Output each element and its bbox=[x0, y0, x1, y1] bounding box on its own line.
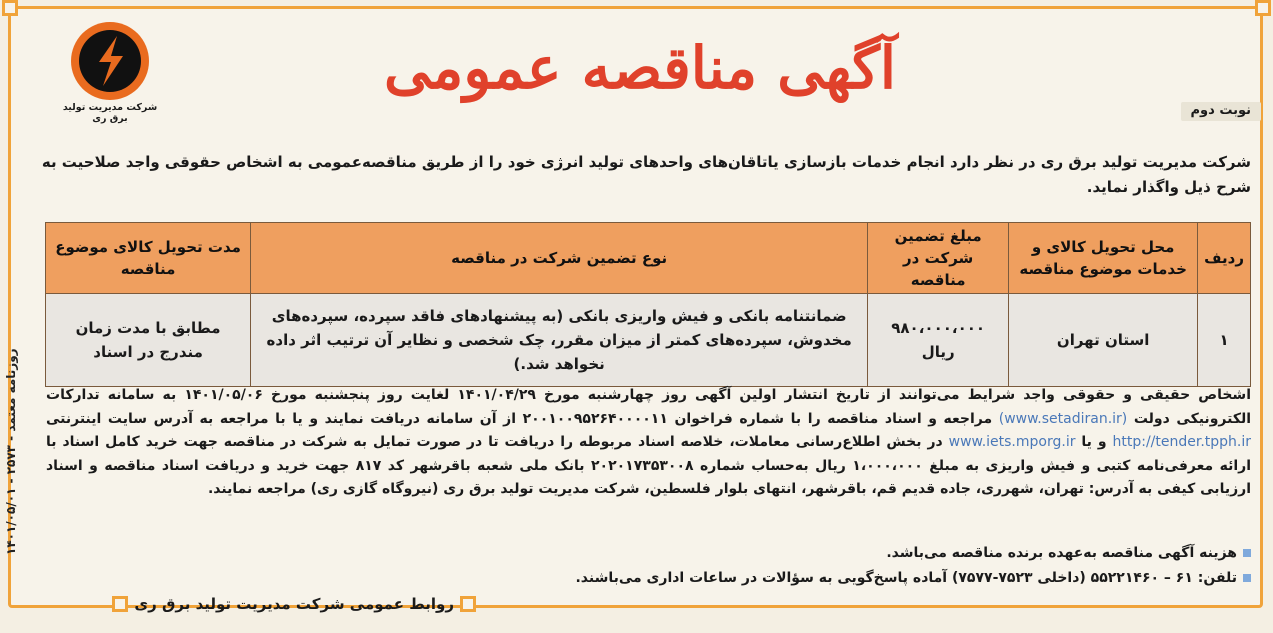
logo-caption-line1: شرکت مدیریت تولید bbox=[62, 102, 158, 113]
bullet-square-icon bbox=[1243, 549, 1251, 557]
body-text-part1: اشخاص حقیقی و حقوقی واجد شرایط می‌توانند از تاریخ انتشار اولین آگهی روز چهارشنبه مورخ ۱۴۰۱/۰۴/۲۹ لغایت روز پنجشنبه مورخ ۱۴۰۱/۰۵/۰۶ به سامانه تدارکات الکترونیکی دولت bbox=[46, 387, 1252, 427]
newspaper-side-label: روزنامه معتمد - ۲۵۷۳ - ۱۴۰۱/۰۵/۰۱ bbox=[4, 348, 18, 556]
iets-site-link[interactable]: www.iets.mporg.ir bbox=[948, 434, 1076, 450]
body-text-part4: در بخش اطلاع‌رسانی معاملات، خلاصه اسناد مربوطه را دریافت تا در صورت تمایل به شرکت در مناقصه جهت خرید کامل اسناد با ارائه معرفی‌نامه کتبی و فیش واریزی به مبلغ ۱،۰۰۰،۰۰۰ ریال به‌حساب شماره ۲۰۲۰۱۷۳۵۳۰۰۸ بانک ملی شعبه باقرشهر کد ۸۱۷ جهت خرید و دریافت اسناد مناقصه و اسناد ارزیابی کیفی به آدرس: تهران، شهرری، جاده قدیم قم، باقرشهر، انتهای بلوار فلسطین، شرکت مدیریت تولید برق ری (نیروگاه گازی ری) مراجعه نمایند. bbox=[46, 434, 1252, 497]
cell-index: ۱ bbox=[1198, 294, 1251, 387]
header-index: ردیف bbox=[1198, 223, 1251, 294]
cell-duration: مطابق با مدت زمان مندرج در اسناد bbox=[46, 294, 251, 387]
notes-list bbox=[46, 541, 1251, 591]
intro-text: در نظر دارد انجام خدمات بازسازی یاتاقان‌های واحدهای تولید انرژی خود را از طریق مناقصه‌عمومی به اشخاص حقوقی واجد صلاحیت به شرح ذیل واگذار نماید. bbox=[41, 153, 1251, 196]
note-cost: هزینه آگهی مناقصه به‌عهده برنده مناقصه می‌باشد. bbox=[886, 545, 1237, 561]
header-guarantee-type: نوع تضمین شرکت در مناقصه bbox=[251, 223, 868, 294]
table-row bbox=[46, 294, 1251, 387]
company-logo bbox=[60, 20, 160, 124]
body-paragraph bbox=[46, 384, 1251, 502]
footer-signature bbox=[48, 592, 476, 616]
tender-site-link[interactable]: http://tender.tpph.ir bbox=[1112, 434, 1252, 450]
header-location: محل تحویل کالای و خدمات موضوع مناقصه bbox=[1009, 223, 1198, 294]
header-amount: مبلغ تضمین شرکت در مناقصه bbox=[868, 223, 1009, 294]
bullet-square-icon bbox=[1243, 574, 1251, 582]
intro-company: شرکت مدیریت تولید برق ری bbox=[1040, 153, 1251, 171]
round-badge: نوبت دوم bbox=[1181, 102, 1261, 121]
setadiran-link[interactable]: (www.setadiran.ir) bbox=[998, 410, 1128, 427]
body-text-part2: مراجعه و اسناد مناقصه را با شماره فراخوان ۲۰۰۱۰۰۹۵۲۶۴۰۰۰۰۱۱ از آن سامانه دریافت نمایند و یا با مراجعه به آدرس سایت اینترنتی bbox=[46, 410, 999, 427]
frame-corner bbox=[2, 0, 18, 16]
tender-table bbox=[45, 222, 1251, 387]
frame-corner bbox=[1255, 0, 1271, 16]
logo-caption-line2: برق ری bbox=[92, 113, 128, 124]
list-item bbox=[46, 541, 1251, 566]
cell-guarantee-type: ضمانتنامه بانکی و فیش واریزی بانکی (به پیشنهادهای فاقد سپرده، سپرده‌های مخدوش، سپرده‌های کمتر از میزان مقرر، چک شخصی و نظایر آن ترتیب اثر داده نخواهد شد.) bbox=[251, 294, 868, 387]
cell-location: استان تهران bbox=[1009, 294, 1198, 387]
footer-box-icon bbox=[112, 596, 128, 612]
footer-box-icon bbox=[460, 596, 476, 612]
logo-emblem-icon bbox=[69, 20, 151, 102]
note-phone: تلفن: ۶۱ – ۵۵۲۲۱۴۶۰ (داخلی ۷۵۲۳-۷۵۷۷) آماده پاسخ‌گویی به سؤالات در ساعات اداری می‌باشند. bbox=[575, 570, 1237, 586]
list-item bbox=[46, 566, 1251, 591]
cell-amount: ۹۸۰،۰۰۰،۰۰۰ ریال bbox=[868, 294, 1009, 387]
page-title: آگهی مناقصه عمومی bbox=[383, 34, 897, 102]
body-text-part3: و یا bbox=[1075, 434, 1113, 450]
header-duration: مدت تحویل کالای موضوع مناقصه bbox=[46, 223, 251, 294]
table-header-row bbox=[46, 223, 1251, 294]
footer-label: روابط عمومی شرکت مدیریت تولید برق ری bbox=[134, 595, 454, 613]
intro-paragraph bbox=[31, 150, 1251, 200]
